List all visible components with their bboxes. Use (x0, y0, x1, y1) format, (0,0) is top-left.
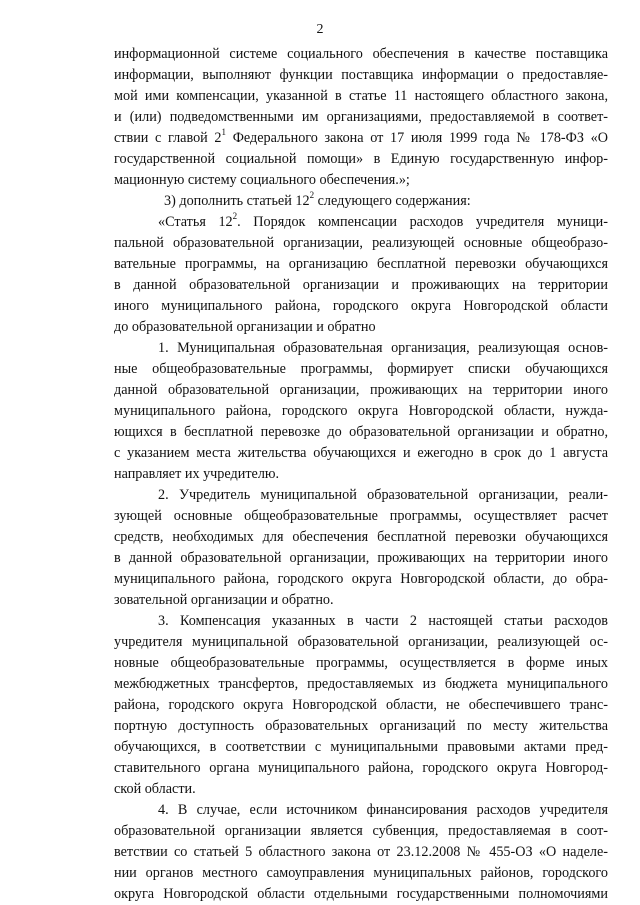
text-line: ные общеобразовательные программы, формирует списки обучающихся (114, 361, 608, 377)
text-line: иного муниципального района, городского округа Новгородской области (114, 298, 608, 314)
text-fragment: «Статья 12 (158, 214, 233, 230)
text-fragment: Федерального закона от 17 июля 1999 года № 178-ФЗ «О (226, 130, 608, 146)
text-line: вательные программы, на организацию бесплатной перевозки обучающихся (114, 256, 608, 272)
text-line: округа Новгородской области отдельными государственными полномочиями (114, 886, 608, 902)
text-line: ющихся в бесплатной перевозке до образовательной организации и обратно, (114, 424, 608, 440)
page-number: 2 (316, 22, 324, 37)
text-line: района, городского округа Новгородской области, не обеспечившего транс- (114, 697, 608, 713)
text-line: информации, выполняют функции поставщика информации о предоставляе- (114, 67, 608, 83)
text-line (114, 191, 608, 212)
text-line: муниципального района, городского округа Новгородской области, до обра- (114, 571, 608, 587)
text-line: межбюджетных трансфертов, предоставляемых из бюджета муниципального (114, 676, 608, 692)
text-line: обучающихся, в соответствии с муниципальными правовыми актами пред- (114, 739, 608, 755)
text-line: ской области. (114, 781, 196, 797)
text-line: 3. Компенсация указанных в части 2 настоящей статьи расходов (158, 613, 608, 629)
text-line: зовательной организации и обратно. (114, 592, 334, 608)
text-line: в данной образовательной организации, проживающих на территории иного (114, 550, 608, 566)
text-fragment: ствии с главой 2 (114, 130, 222, 146)
text-line: 1. Муниципальная образовательная организация, реализующая основ- (158, 340, 608, 356)
text-fragment: 3) дополнить статьей 12 (164, 193, 310, 209)
text-line: информационной системе социального обеспечения в качестве поставщика (114, 46, 608, 62)
text-line: новные общеобразовательные программы, осуществляется в форме иных (114, 655, 608, 671)
paragraph-part-4 (114, 800, 608, 905)
text-line: ставительного органа муниципального района, городского округа Новгород- (114, 760, 608, 776)
text-line (114, 212, 608, 233)
paragraph-part-3 (114, 611, 608, 800)
text-line: муниципального района, городского округа Новгородской области, нужда- (114, 403, 608, 419)
text-line: до образовательной организации и обратно (114, 319, 376, 335)
text-line: мой ими компенсации, указанной в статье 11 настоящего областного закона, (114, 88, 608, 104)
text-line: пальной образовательной организации, реализующей основные общеобразо- (114, 235, 608, 251)
paragraph-part-2 (114, 485, 608, 611)
text-line: средств, необходимых для обеспечения бесплатной перевозки обучающихся (114, 529, 608, 545)
paragraph-part-1 (114, 338, 608, 485)
paragraph-intro (114, 44, 608, 191)
text-line: учредителя муниципальной образовательной организации, реализующей ос- (114, 634, 608, 650)
superscript: 2 (232, 211, 238, 222)
text-fragment: следующего содержания: (314, 193, 471, 209)
superscript: 2 (309, 190, 315, 201)
text-line: нии органов местного самоуправления муниципальных районов, городского (114, 865, 608, 881)
text-line: направляет их учредителю. (114, 466, 280, 482)
text-line: и (или) подведомственными им организациями, предоставляемой в соответ- (114, 109, 608, 125)
paragraph-item-3 (114, 191, 608, 212)
text-line: мационную систему социального обеспечения.»; (114, 172, 410, 188)
text-line: ветствии со статьей 5 областного закона от 23.12.2008 № 455-ОЗ «О наделе- (114, 844, 608, 860)
text-line: зующей основные общеобразовательные программы, осуществляет расчет (114, 508, 608, 524)
text-line: образовательной организации является субвенция, предоставляемая в соот- (114, 823, 608, 839)
text-line: портную доступность образовательных организаций по месту жительства (114, 718, 608, 734)
text-line: государственной социальной помощи» в Единую государственную инфор- (114, 151, 608, 167)
text-fragment: . Порядок компенсации расходов учредителя муници- (237, 214, 608, 230)
superscript: 1 (221, 127, 227, 138)
text-line: с указанием места жительства обучающихся и ежегодно в срок до 1 августа (114, 445, 608, 461)
text-line: в данной образовательной организации и проживающих на территории (114, 277, 608, 293)
document-body (114, 44, 608, 905)
text-line: данной образовательной организации, проживающих на территории иного (114, 382, 608, 398)
text-line: 4. В случае, если источником финансирования расходов учредителя (158, 802, 608, 818)
text-line: 2. Учредитель муниципальной образовательной организации, реали- (158, 487, 608, 503)
text-line (114, 128, 608, 149)
paragraph-article-title (114, 212, 608, 338)
